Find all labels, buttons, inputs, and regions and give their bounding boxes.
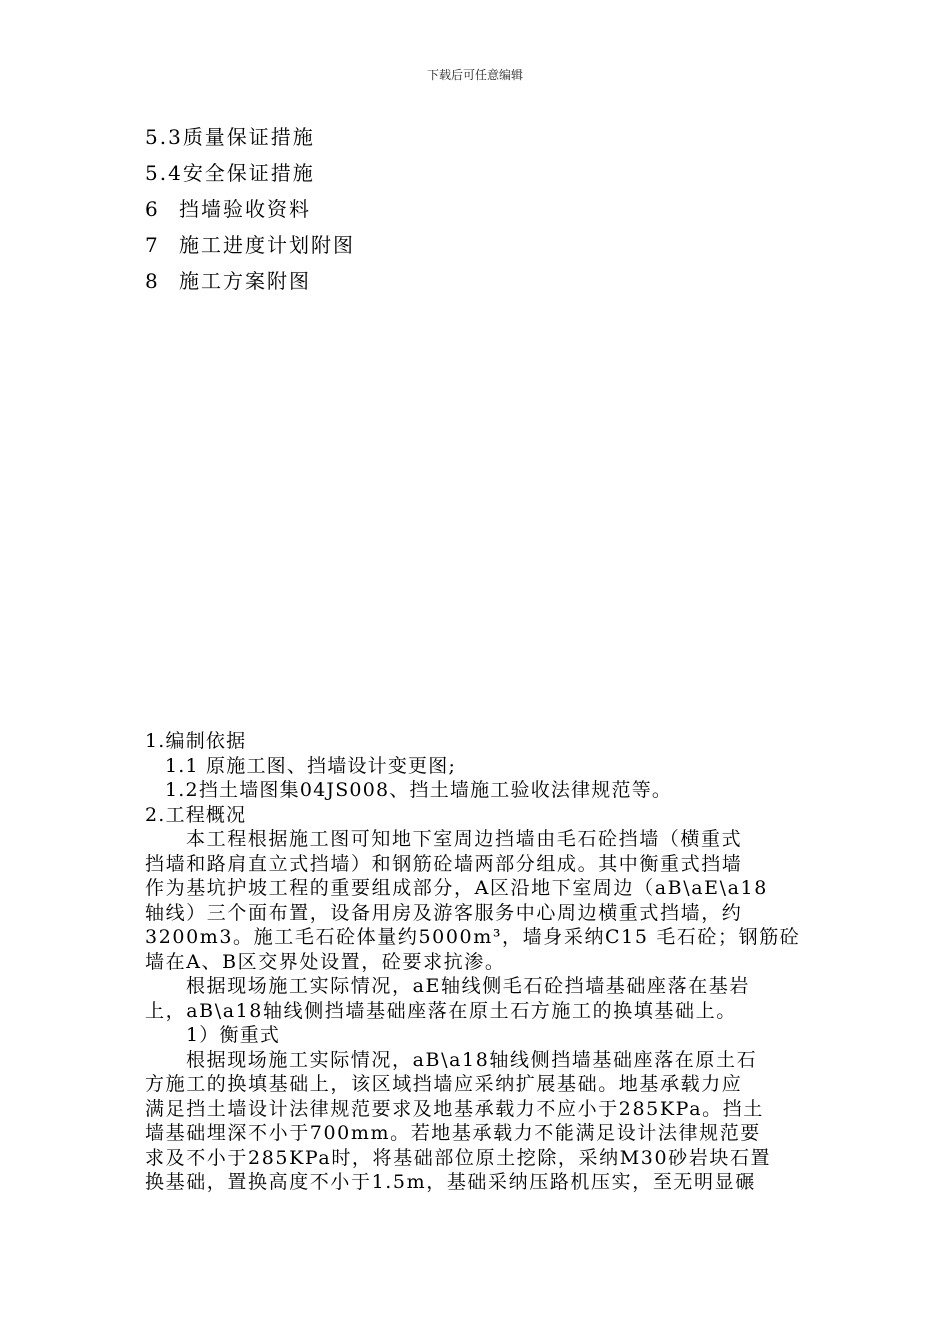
paragraph-line: 墙基础埋深不小于700mm。若地基承载力不能满足设计法律规范要 — [145, 1122, 761, 1144]
toc-number: 5.3 — [145, 125, 183, 149]
paragraph-line: 挡墙和路肩直立式挡墙）和钢筋砼墙两部分组成。其中衡重式挡墙 — [145, 852, 743, 875]
section-heading: 1.编制依据 — [145, 730, 247, 752]
paragraph-line: 轴线）三个面布置，设备用房及游客服务中心周边横重式挡墙，约 — [145, 901, 743, 924]
paragraph-line: 根据现场施工实际情况，aE轴线侧毛石砼挡墙基础座落在基岩 — [186, 975, 750, 997]
toc-item — [145, 158, 355, 194]
subsection-item: 1.1 原施工图、挡墙设计变更图; — [165, 754, 457, 777]
page-header: 下载后可任意编辑 — [426, 68, 523, 82]
paragraph-line: 方施工的换填基础上，该区域挡墙应采纳扩展基础。地基承载力应 — [145, 1073, 743, 1095]
paragraph-line: 本工程根据施工图可知地下室周边挡墙由毛石砼挡墙（横重式 — [186, 828, 743, 850]
toc-item — [145, 122, 355, 158]
toc-label: 施工进度计划附图 — [179, 233, 355, 257]
table-of-contents — [145, 122, 355, 302]
toc-number: 7 — [145, 233, 160, 257]
subsection-item: 1.2挡土墙图集04JS008、挡土墙施工验收法律规范等。 — [165, 779, 673, 801]
paragraph-line: 求及不小于285KPa时，将基础部位原土挖除，采纳M30砂岩块石置 — [145, 1146, 772, 1169]
toc-number: 8 — [145, 269, 160, 293]
paragraph-line: 根据现场施工实际情况，aB\a18轴线侧挡墙基础座落在原土石 — [186, 1048, 758, 1071]
paragraph-line: 满足挡土墙设计法律规范要求及地基承载力不应小于285KPa。挡土 — [145, 1097, 764, 1120]
toc-label: 施工方案附图 — [179, 269, 311, 293]
toc-number: 5.4 — [145, 161, 183, 185]
paragraph-line: 3200m3。施工毛石砼体量约5000m³，墙身采纳C15 毛石砼；钢筋砼 — [145, 926, 801, 948]
paragraph-line: 换基础，置换高度不小于1.5m，基础采纳压路机压实，至无明显碾 — [145, 1171, 756, 1193]
toc-number: 6 — [145, 197, 160, 221]
toc-item — [145, 194, 355, 230]
toc-label: 质量保证措施 — [182, 125, 315, 149]
paragraph-line: 墙在A、B区交界处设置，砼要求抗渗。 — [145, 950, 506, 973]
toc-item — [145, 230, 355, 266]
section-heading: 2.工程概况 — [145, 803, 247, 826]
toc-label: 挡墙验收资料 — [179, 197, 311, 221]
toc-label: 安全保证措施 — [182, 161, 315, 185]
paragraph-line: 作为基坑护坡工程的重要组成部分，A区沿地下室周边（aB\aE\a18 — [145, 877, 768, 899]
document-body — [145, 729, 813, 1195]
subheading: 1）衡重式 — [186, 1024, 281, 1046]
toc-item — [145, 266, 355, 302]
paragraph-line: 上，aB\a18轴线侧挡墙基础座落在原土石方施工的换填基础上。 — [145, 999, 737, 1022]
